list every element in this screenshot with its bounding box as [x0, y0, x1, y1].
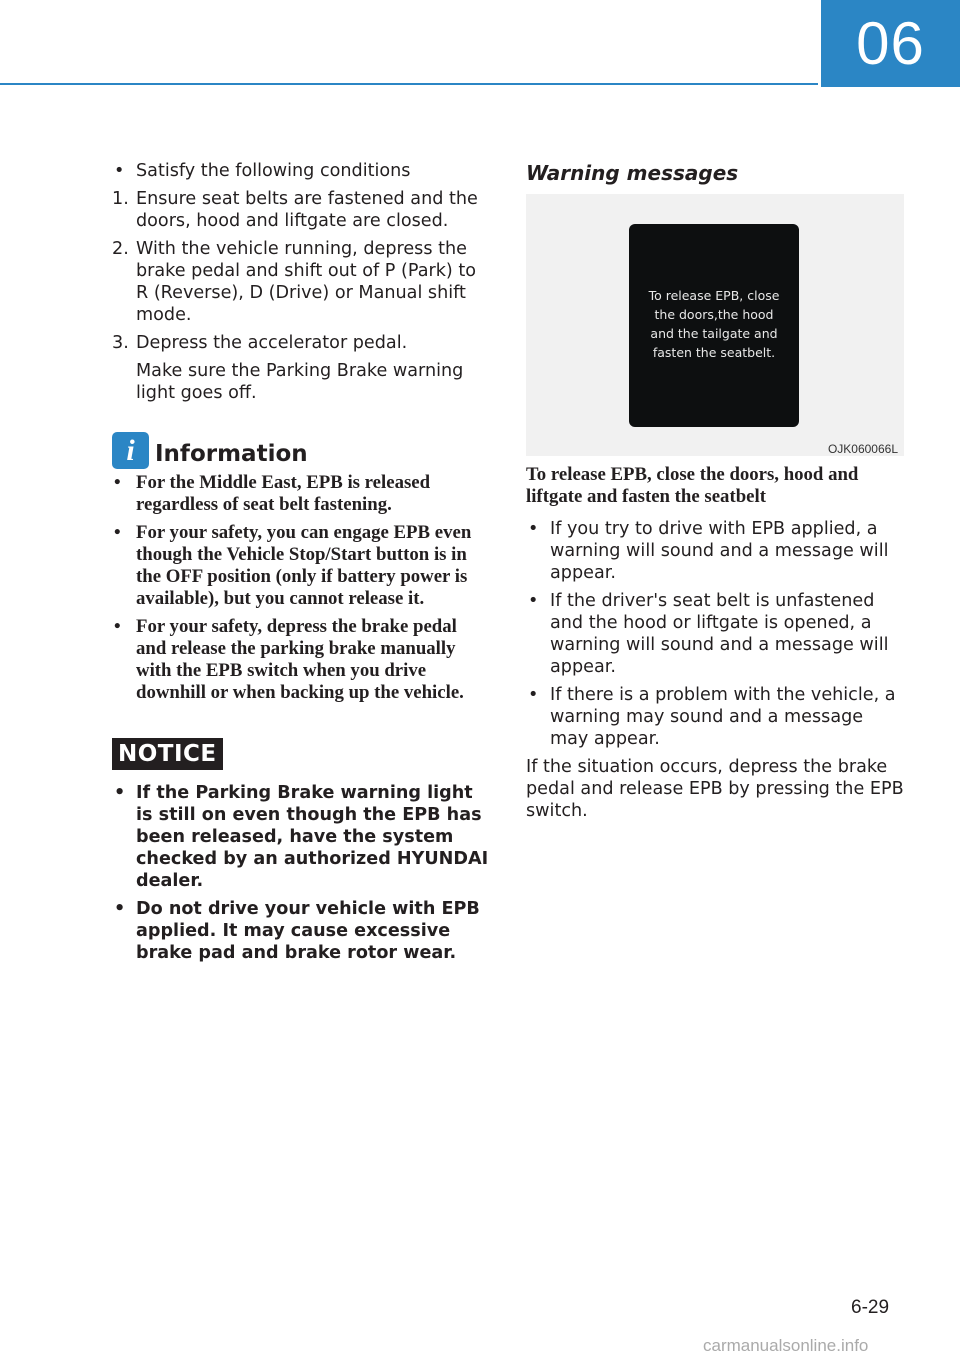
step-text: With the vehicle running, depress the brake pedal and shift out of P (Park) to R (Reverse), D (Drive) or Manual shift mode.	[136, 239, 477, 325]
warning-bullet: • If you try to drive with EPB applied, a warning will sound and a message will appear.	[526, 518, 906, 584]
step-text: Ensure seat belts are fastened and the doors, hood and liftgate are closed.	[136, 189, 478, 231]
page-number: 6-29	[851, 1297, 890, 1318]
information-bullet: • For your safety, depress the brake pedal and release the parking brake manually with the EPB switch when you drive downhill or when backing up the vehicle.	[112, 616, 490, 704]
step-3	[112, 332, 490, 354]
screen-line: and the tailgate and	[650, 326, 778, 341]
chapter-tab: 06	[821, 0, 960, 87]
information-title: Information	[155, 441, 308, 467]
information-icon: i	[112, 432, 149, 469]
right-column	[526, 160, 906, 828]
screen-line: To release EPB, close	[648, 288, 780, 303]
warning-bullet: • If the driver's seat belt is unfastened and the hood or liftgate is opened, a warning will sound and a message will appear.	[526, 590, 906, 678]
notice-badge: NOTICE	[112, 738, 223, 770]
left-column	[112, 160, 490, 970]
step-note: Make sure the Parking Brake warning light goes off.	[136, 361, 464, 403]
information-bullet: • For your safety, you can engage EPB even though the Vehicle Stop/Start button is in the OFF position (only if battery power is available), but you cannot release it.	[112, 522, 490, 610]
screen-line: fasten the seatbelt.	[652, 345, 776, 360]
section-title: Warning messages	[526, 161, 739, 185]
cluster-display-illustration	[526, 194, 904, 456]
figure-caption: To release EPB, close the doors, hood and liftgate and fasten the seatbelt	[526, 464, 859, 507]
watermark[interactable]: carmanualsonline.info	[703, 1336, 869, 1355]
step-1	[112, 188, 490, 232]
step-number: 2.	[112, 239, 129, 259]
step-number: 3.	[112, 333, 129, 353]
cluster-warning-figure	[526, 194, 904, 456]
figure-code: OJK060066L	[827, 442, 898, 456]
notice-bullet: • If the Parking Brake warning light is still on even though the EPB has been released, have the system checked by an authorized HYUNDAI dealer.	[112, 782, 490, 892]
header-rule	[0, 83, 818, 85]
step-text: Depress the accelerator pedal.	[136, 333, 408, 353]
closing-paragraph: If the situation occurs, depress the brake pedal and release EPB by pressing the EPB switch.	[526, 757, 904, 821]
lead-bullet: • Satisfy the following conditions	[112, 160, 490, 182]
notice-bullet: • Do not drive your vehicle with EPB applied. It may cause excessive brake pad and brake rotor wear.	[112, 898, 490, 964]
step-2	[112, 238, 490, 326]
warning-bullet: • If there is a problem with the vehicle, a warning may sound and a message may appear.	[526, 684, 906, 750]
information-heading	[112, 432, 490, 472]
step-number: 1.	[112, 189, 129, 209]
information-bullet: • For the Middle East, EPB is released regardless of seat belt fastening.	[112, 472, 490, 516]
screen-line: the doors,the hood	[654, 307, 774, 322]
